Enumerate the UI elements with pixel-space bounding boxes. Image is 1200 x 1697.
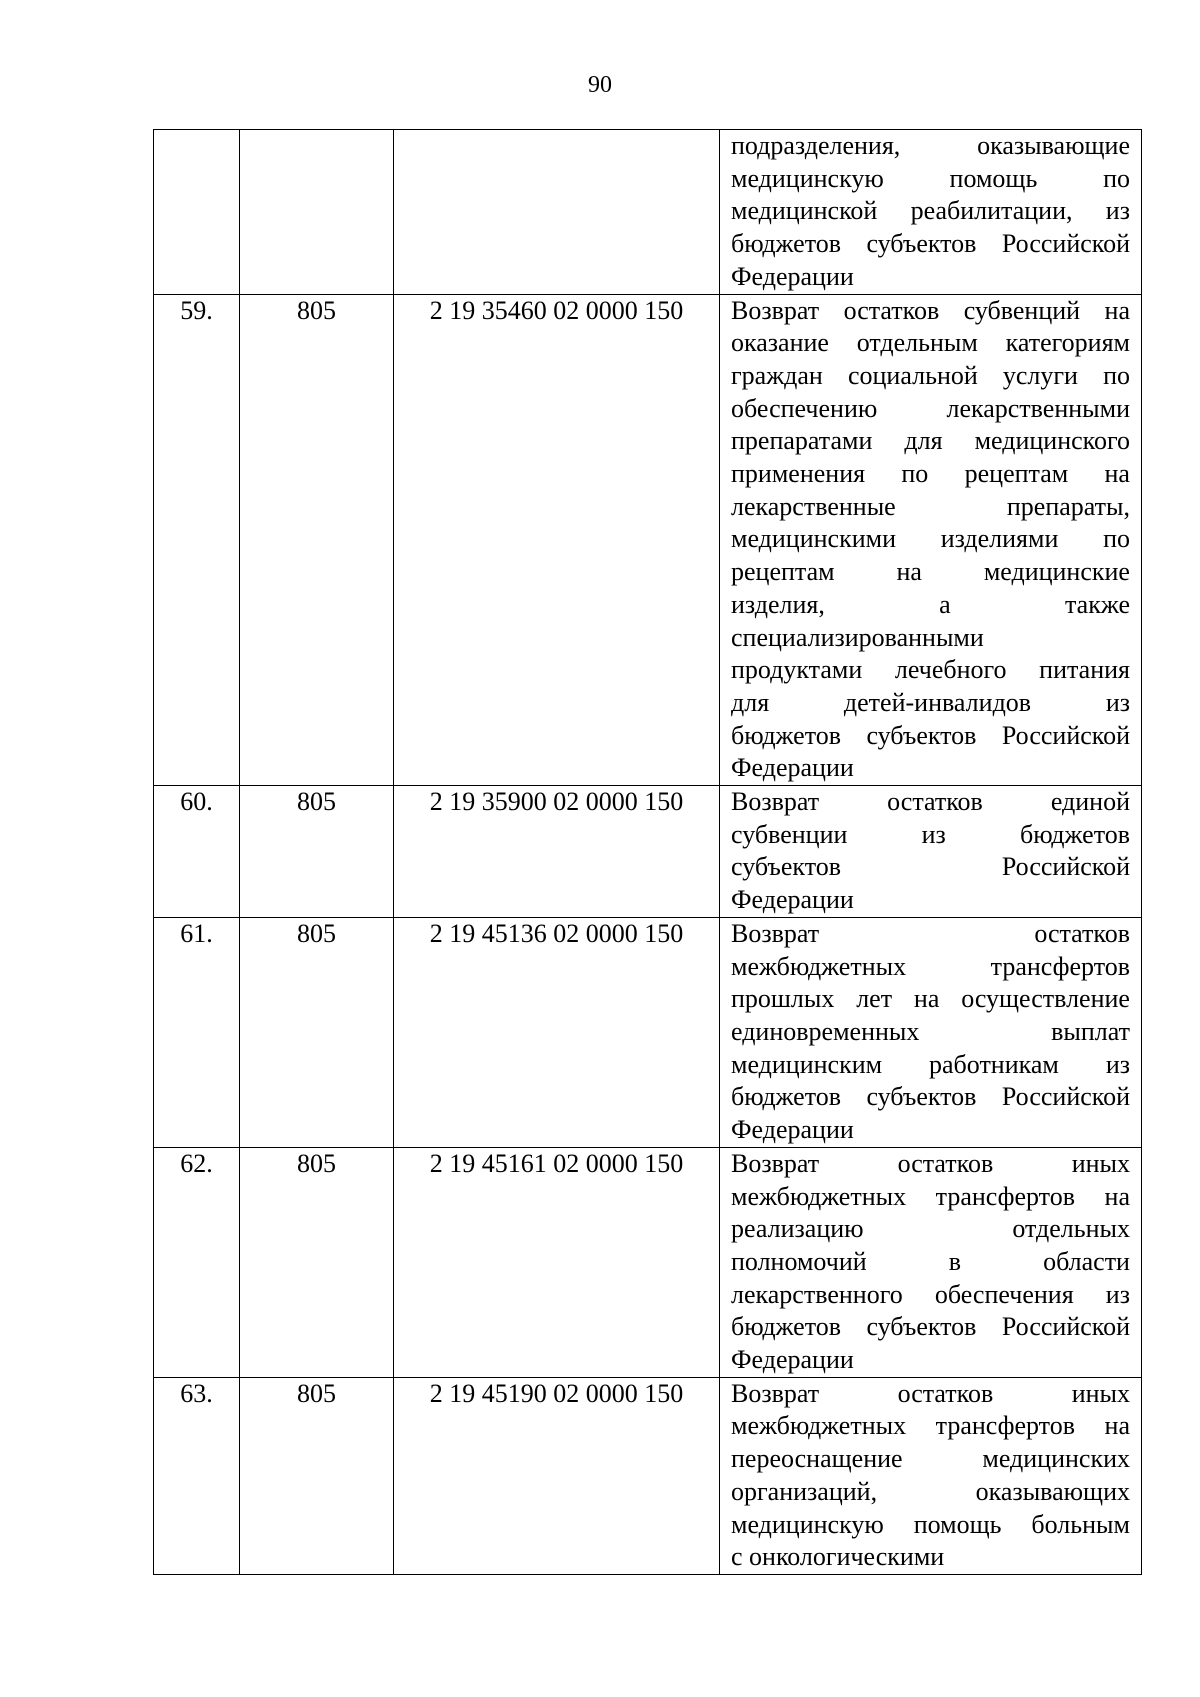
word: остатков	[1034, 918, 1130, 948]
word: из	[1105, 1279, 1130, 1309]
word: изделия,	[731, 589, 825, 619]
administrator-code-cell: 805	[240, 786, 394, 918]
word: медицинских	[982, 1444, 1130, 1474]
word: отдельным	[856, 328, 978, 358]
word: из	[1105, 1049, 1130, 1079]
row-number-cell	[154, 130, 240, 295]
word: Российской	[1001, 720, 1130, 750]
text-line	[731, 654, 1130, 687]
text-line	[731, 951, 1130, 984]
word: медицинские	[983, 557, 1130, 587]
revenue-name-cell	[720, 1377, 1142, 1574]
word: работникам	[929, 1049, 1059, 1079]
word: Возврат	[731, 1378, 820, 1408]
word: Федерации	[731, 261, 854, 291]
text-line	[731, 1081, 1130, 1114]
word: бюджетов	[731, 720, 842, 750]
text-line	[731, 1509, 1130, 1542]
word: бюджетов	[731, 1082, 842, 1112]
word: рецептам	[731, 557, 835, 587]
word: медицинскими	[731, 524, 896, 554]
word: Возврат	[731, 918, 820, 948]
text-line	[731, 918, 1130, 951]
text-line	[731, 622, 1130, 655]
word: Федерации	[731, 885, 854, 915]
word: единовременных	[731, 1016, 920, 1046]
word: бюджетов	[731, 229, 842, 259]
word: субъектов	[866, 720, 977, 750]
word: трансфертов	[935, 1411, 1075, 1441]
word: с	[731, 1542, 743, 1572]
word: переоснащение	[731, 1444, 903, 1474]
word: медицинскую	[731, 1509, 884, 1539]
row-number-cell: 61.	[154, 917, 240, 1147]
budget-classification-code-cell	[394, 130, 720, 295]
word: питания	[1039, 655, 1130, 685]
text-line	[731, 163, 1130, 196]
text-line	[731, 1410, 1130, 1443]
text-line	[731, 360, 1130, 393]
text-line	[731, 1443, 1130, 1476]
text-line	[731, 720, 1130, 753]
text-line	[731, 1378, 1130, 1411]
word: на	[1104, 1411, 1130, 1441]
word: бюджетов	[1019, 819, 1130, 849]
revenue-name-cell	[720, 1147, 1142, 1377]
word: Федерации	[731, 1345, 854, 1375]
text-line	[731, 393, 1130, 426]
word: препаратами	[731, 426, 873, 456]
word: на	[896, 557, 922, 587]
word: по	[1103, 360, 1130, 390]
text-line	[731, 589, 1130, 622]
administrator-code-cell: 805	[240, 1147, 394, 1377]
text-line	[731, 1279, 1130, 1312]
word: субвенции	[731, 819, 848, 849]
word: специализированными	[731, 622, 984, 652]
word: трансфертов	[990, 951, 1130, 981]
word: оказывающие	[977, 131, 1130, 160]
text-line	[731, 556, 1130, 589]
word: по	[1103, 524, 1130, 554]
table-row	[154, 1147, 1142, 1377]
word: оказание	[731, 328, 829, 358]
budget-codes-table	[153, 129, 1142, 1575]
text-line	[731, 195, 1130, 228]
row-number-cell: 62.	[154, 1147, 240, 1377]
word: Российской	[1001, 229, 1130, 259]
text-line	[731, 261, 1130, 294]
table-row	[154, 1377, 1142, 1574]
word: медицинскую	[731, 163, 884, 193]
table-body	[154, 130, 1142, 1575]
table-row	[154, 294, 1142, 786]
word: услуги	[1002, 360, 1078, 390]
text-line	[731, 228, 1130, 261]
revenue-name-cell	[720, 130, 1142, 295]
word: категориям	[1005, 328, 1130, 358]
word: в	[948, 1246, 961, 1276]
word: организаций,	[731, 1476, 878, 1506]
word: онкологическими	[749, 1542, 945, 1572]
text-line	[731, 458, 1130, 491]
word: Российской	[1001, 852, 1130, 882]
word: на	[1104, 1181, 1130, 1211]
word: детей-инвалидов	[843, 687, 1032, 717]
text-line	[731, 983, 1130, 1016]
word: лекарственного	[731, 1279, 903, 1309]
word: межбюджетных	[731, 951, 907, 981]
word: полномочий	[731, 1246, 867, 1276]
word: Возврат	[731, 787, 820, 817]
word: субъектов	[866, 229, 977, 259]
administrator-code-cell	[240, 130, 394, 295]
word: трансфертов	[935, 1181, 1075, 1211]
word: лекарственные	[731, 491, 896, 521]
word: препараты,	[1006, 491, 1130, 521]
word: по	[1103, 163, 1130, 193]
text-line	[731, 327, 1130, 360]
word: из	[1105, 687, 1130, 717]
word: межбюджетных	[731, 1411, 907, 1441]
table-row	[154, 917, 1142, 1147]
row-number-cell: 60.	[154, 786, 240, 918]
text-line	[731, 1246, 1130, 1279]
word: области	[1043, 1246, 1130, 1276]
word: также	[1064, 589, 1130, 619]
word: помощь	[913, 1509, 1002, 1539]
word: для	[731, 687, 770, 717]
text-line	[731, 1311, 1130, 1344]
word: граждан	[731, 360, 823, 390]
word: на	[1104, 295, 1130, 325]
word: социальной	[847, 360, 978, 390]
text-line	[731, 1344, 1130, 1377]
word: Российской	[1001, 1312, 1130, 1342]
text-line	[731, 884, 1130, 917]
word: бюджетов	[731, 1312, 842, 1342]
administrator-code-cell: 805	[240, 917, 394, 1147]
administrator-code-cell: 805	[240, 294, 394, 786]
word: на	[1104, 459, 1130, 489]
administrator-code-cell: 805	[240, 1377, 394, 1574]
text-line	[731, 523, 1130, 556]
text-line	[731, 1541, 1130, 1574]
word: прошлых	[731, 984, 835, 1014]
budget-classification-code-cell: 2 19 45161 02 0000 150	[394, 1147, 720, 1377]
budget-classification-code-cell: 2 19 45136 02 0000 150	[394, 917, 720, 1147]
word: лет	[856, 984, 893, 1014]
word: остатков	[897, 1378, 994, 1408]
text-line	[731, 752, 1130, 785]
word: медицинским	[731, 1049, 883, 1079]
text-line	[731, 1213, 1130, 1246]
text-line	[731, 1049, 1130, 1082]
word: из	[921, 819, 946, 849]
revenue-name-cell	[720, 917, 1142, 1147]
word: продуктами	[731, 655, 863, 685]
word: больным	[1031, 1509, 1130, 1539]
text-line	[731, 491, 1130, 524]
word: на	[913, 984, 940, 1014]
table-row	[154, 130, 1142, 295]
word: отдельных	[1012, 1214, 1130, 1244]
word: изделиями	[940, 524, 1059, 554]
text-line	[731, 1016, 1130, 1049]
word: иных	[1071, 1148, 1130, 1178]
word: Федерации	[731, 753, 854, 783]
word: выплат	[1051, 1016, 1130, 1046]
budget-classification-code-cell: 2 19 35460 02 0000 150	[394, 294, 720, 786]
budget-classification-code-cell: 2 19 45190 02 0000 150	[394, 1377, 720, 1574]
word: а	[939, 589, 951, 619]
word: применения	[731, 459, 866, 489]
word: иных	[1071, 1378, 1130, 1408]
word: субъектов	[866, 1312, 977, 1342]
word: рецептам	[964, 459, 1069, 489]
text-line	[731, 295, 1130, 328]
word: субъектов	[731, 852, 842, 882]
word: осуществление	[961, 984, 1130, 1014]
word: оказывающих	[975, 1476, 1130, 1506]
word: остатков	[887, 787, 983, 817]
word: медицинского	[974, 426, 1130, 456]
word: межбюджетных	[731, 1181, 907, 1211]
revenue-name-cell	[720, 294, 1142, 786]
text-line	[731, 1476, 1130, 1509]
word: единой	[1050, 787, 1130, 817]
row-number-cell: 59.	[154, 294, 240, 786]
word: лекарственными	[946, 393, 1130, 423]
revenue-name-cell	[720, 786, 1142, 918]
budget-classification-code-cell: 2 19 35900 02 0000 150	[394, 786, 720, 918]
word: обеспечения	[934, 1279, 1074, 1309]
word: обеспечению	[731, 393, 878, 423]
text-line	[731, 819, 1130, 852]
word: субвенций	[963, 295, 1081, 325]
text-line	[731, 425, 1130, 458]
row-number-cell: 63.	[154, 1377, 240, 1574]
word: из	[1105, 196, 1130, 226]
table-row	[154, 786, 1142, 918]
text-line	[731, 1148, 1130, 1181]
text-line	[731, 851, 1130, 884]
word: подразделения,	[731, 131, 901, 160]
word: медицинской	[731, 196, 878, 226]
word: реализацию	[731, 1214, 864, 1244]
word: остатков	[843, 295, 940, 325]
text-line	[731, 687, 1130, 720]
word: для	[904, 426, 943, 456]
word: лечебного	[894, 655, 1007, 685]
word: помощь	[949, 163, 1038, 193]
word: Федерации	[731, 1115, 854, 1145]
text-line	[731, 1114, 1130, 1147]
word: Возврат	[731, 1148, 820, 1178]
text-line	[731, 130, 1130, 163]
word: реабилитации,	[910, 196, 1073, 226]
word: по	[901, 459, 929, 489]
text-line	[731, 1181, 1130, 1214]
text-line	[731, 786, 1130, 819]
page-number: 90	[588, 72, 612, 98]
word: Российской	[1001, 1082, 1130, 1112]
word: остатков	[897, 1148, 994, 1178]
word: субъектов	[866, 1082, 977, 1112]
word: Возврат	[731, 295, 820, 325]
